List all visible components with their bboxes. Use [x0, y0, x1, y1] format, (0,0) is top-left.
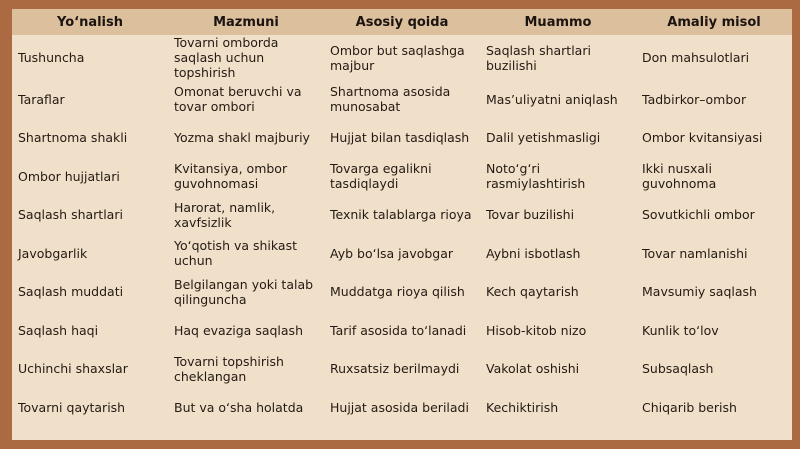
table-row [12, 234, 792, 273]
table-cell: Mas’uliyatni aniqlash [486, 91, 618, 107]
table-row [12, 35, 792, 80]
table-row [12, 273, 792, 312]
table-body [12, 35, 792, 427]
table-cell: Hujjat bilan tasdiqlash [330, 130, 470, 146]
header-row [12, 9, 792, 35]
table-cell: Ayb bo‘lsa javobgar [330, 245, 454, 261]
table-cell: Noto‘g‘ri rasmiylashtirish [486, 161, 586, 192]
column-header: Muammo [480, 9, 636, 35]
table-cell: Shartnoma asosida munosabat [330, 84, 451, 115]
table-cell: Haq evaziga saqlash [174, 322, 303, 338]
table-cell: Harorat, namlik, xavfsizlik [174, 199, 276, 230]
table-cell: Tarif asosida to‘lanadi [330, 322, 467, 338]
table-cell: Saqlash shartlari buzilishi [486, 42, 591, 73]
table-cell: Muddatga rioya qilish [330, 284, 465, 300]
table-cell: Shartnoma shakli [18, 130, 128, 146]
table-cell: Tovarni topshirish cheklangan [174, 353, 284, 384]
table-cell: Hujjat asosida beriladi [330, 399, 469, 415]
table-cell: Ikki nusxali guvohnoma [642, 161, 717, 192]
table-cell: Saqlash shartlari [18, 207, 123, 223]
table-cell: Ombor but saqlashga majbur [330, 42, 465, 73]
table-row [12, 388, 792, 427]
table-cell: Taraflar [18, 91, 65, 107]
table-row [12, 119, 792, 158]
table-cell: Tovarni omborda saqlash uchun topshirish [174, 35, 279, 80]
table-cell: Hisob-kitob nizo [486, 322, 587, 338]
table-cell: Kech qaytarish [486, 284, 579, 300]
table-cell: Tadbirkor–ombor [642, 91, 747, 107]
table-cell: Sovutkichli ombor [642, 207, 755, 223]
column-header: Yo‘nalish [12, 9, 168, 35]
table-panel [12, 9, 792, 440]
data-table [12, 9, 792, 427]
table-row [12, 196, 792, 235]
table-cell: Dalil yetishmasligi [486, 130, 601, 146]
table-cell: Saqlash muddati [18, 284, 124, 300]
table-cell: Vakolat oshishi [486, 361, 580, 377]
table-cell: Uchinchi shaxslar [18, 361, 128, 377]
table-cell: Ombor kvitansiyasi [642, 130, 763, 146]
column-header: Asosiy qoida [324, 9, 480, 35]
table-cell: Tovarga egalikni tasdiqlaydi [330, 161, 432, 192]
table-row [12, 311, 792, 350]
table-cell: Kechiktirish [486, 399, 559, 415]
table-cell: Tovar buzilishi [486, 207, 575, 223]
table-row [12, 157, 792, 196]
column-header: Amaliy misol [636, 9, 792, 35]
table-cell: Belgilangan yoki talab qilinguncha [174, 276, 314, 307]
table-cell: Tushuncha [18, 50, 85, 65]
table-cell: Kvitansiya, ombor guvohnomasi [174, 161, 288, 192]
column-header: Mazmuni [168, 9, 324, 35]
table-cell: Omonat beruvchi va tovar ombori [174, 84, 302, 115]
table-cell: Javobgarlik [18, 245, 88, 261]
table-cell: Texnik talablarga rioya [330, 207, 472, 223]
table-cell: Mavsumiy saqlash [642, 284, 757, 300]
table-cell: Ombor hujjatlari [18, 168, 120, 184]
table-cell: Aybni isbotlash [486, 245, 581, 261]
table-row [12, 80, 792, 119]
table-cell: Don mahsulotlari [642, 50, 750, 65]
table-cell: Subsaqlash [642, 361, 714, 377]
table-cell: But va o‘sha holatda [174, 399, 304, 415]
table-cell: Tovarni qaytarish [18, 399, 126, 415]
table-cell: Yozma shakl majburiy [174, 130, 310, 146]
table-cell: Yo‘qotish va shikast uchun [174, 238, 297, 269]
table-row [12, 350, 792, 389]
table-cell: Ruxsatsiz berilmaydi [330, 361, 460, 377]
table-cell: Tovar namlanishi [642, 245, 748, 261]
table-cell: Chiqarib berish [642, 399, 737, 415]
table-header [12, 9, 792, 35]
table-cell: Kunlik to‘lov [642, 322, 719, 338]
table-cell: Saqlash haqi [18, 322, 99, 338]
